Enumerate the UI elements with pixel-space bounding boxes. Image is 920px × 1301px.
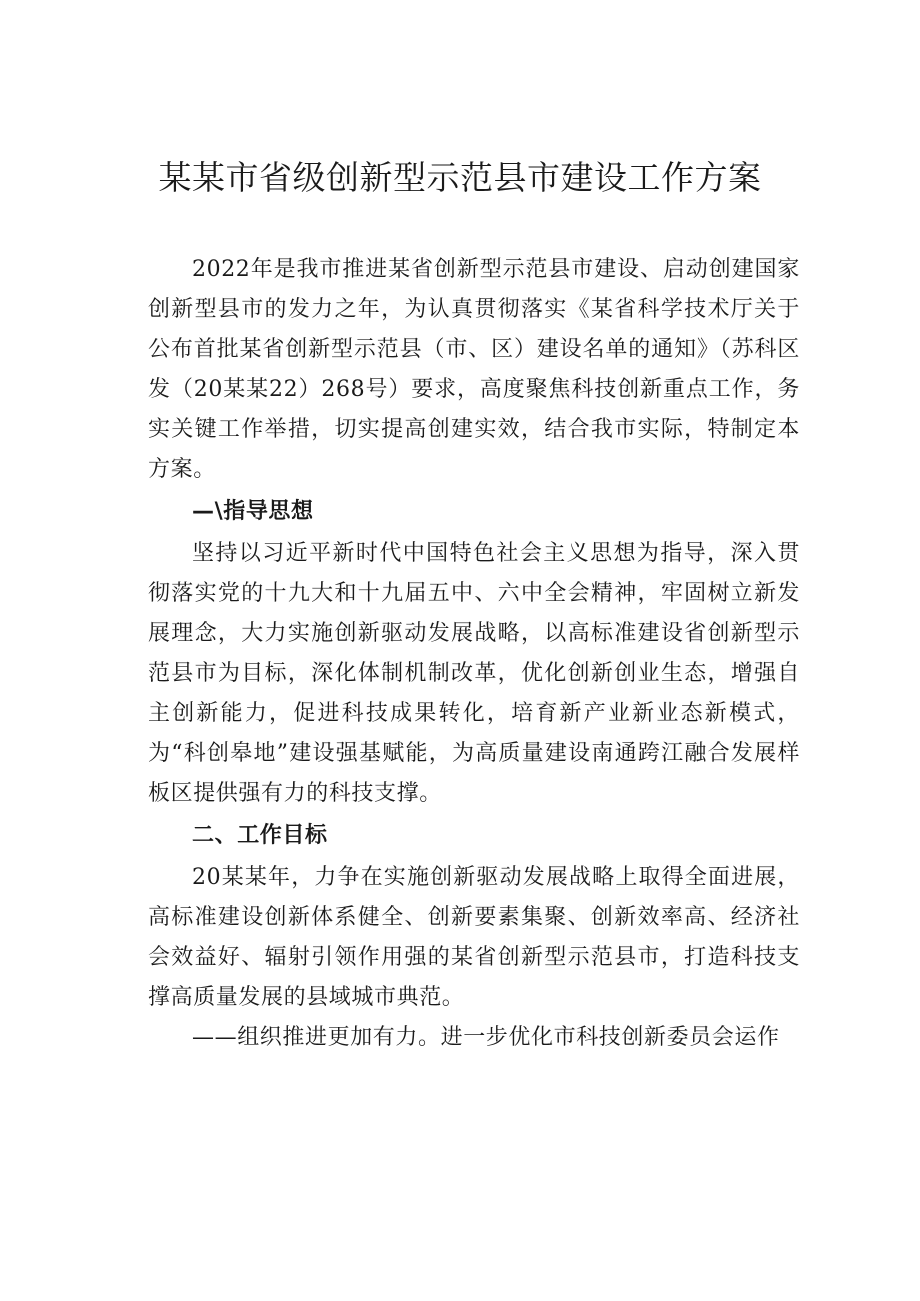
intro-paragraph: 2022年是我市推进某省创新型示范县市建设、启动创建国家创新型县市的发力之年，为认真贯彻落实《某省科学技术厅关于公布首批某省创新型示范县（市、区）建设名单的通知》（苏科区发（20某某22）268号）要求，高度聚焦科技创新重点工作，务实关键工作举措，切实提高创建实效，结合我市实际，特制定本方案。 (148, 257, 800, 482)
work-goals-paragraph: 20某某年，力争在实施创新驱动发展战略上取得全面进展，高标准建设创新体系健全、创新要素集聚、创新效率高、经济社会效益好、辐射引领作用强的某省创新型示范县市，打造科技支撑高质量发展的县域城市典范。 (148, 865, 800, 1010)
organization-paragraph: ——组织推进更加有力。进一步优化市科技创新委员会运作 (192, 1025, 780, 1050)
section-heading-work-goals: 二、工作目标 (192, 823, 328, 848)
document-title: 某某市省级创新型示范县市建设工作方案 (158, 158, 762, 197)
document-body (148, 250, 800, 1058)
section-heading-guiding-ideology: —\指导思想 (192, 499, 314, 524)
guiding-ideology-paragraph: 坚持以习近平新时代中国特色社会主义思想为指导，深入贯彻落实党的十九大和十九届五中、六中全会精神，牢固树立新发展理念，大力实施创新驱动发展战略，以高标准建设省创新型示范县市为目标，深化体制机制改革，优化创新创业生态，增强自主创新能力，促进科技成果转化，培育新产业新业态新模式，为“科创皋地”建设强基赋能，为高质量建设南通跨江融合发展样板区提供强有力的科技支撑。 (148, 541, 800, 806)
